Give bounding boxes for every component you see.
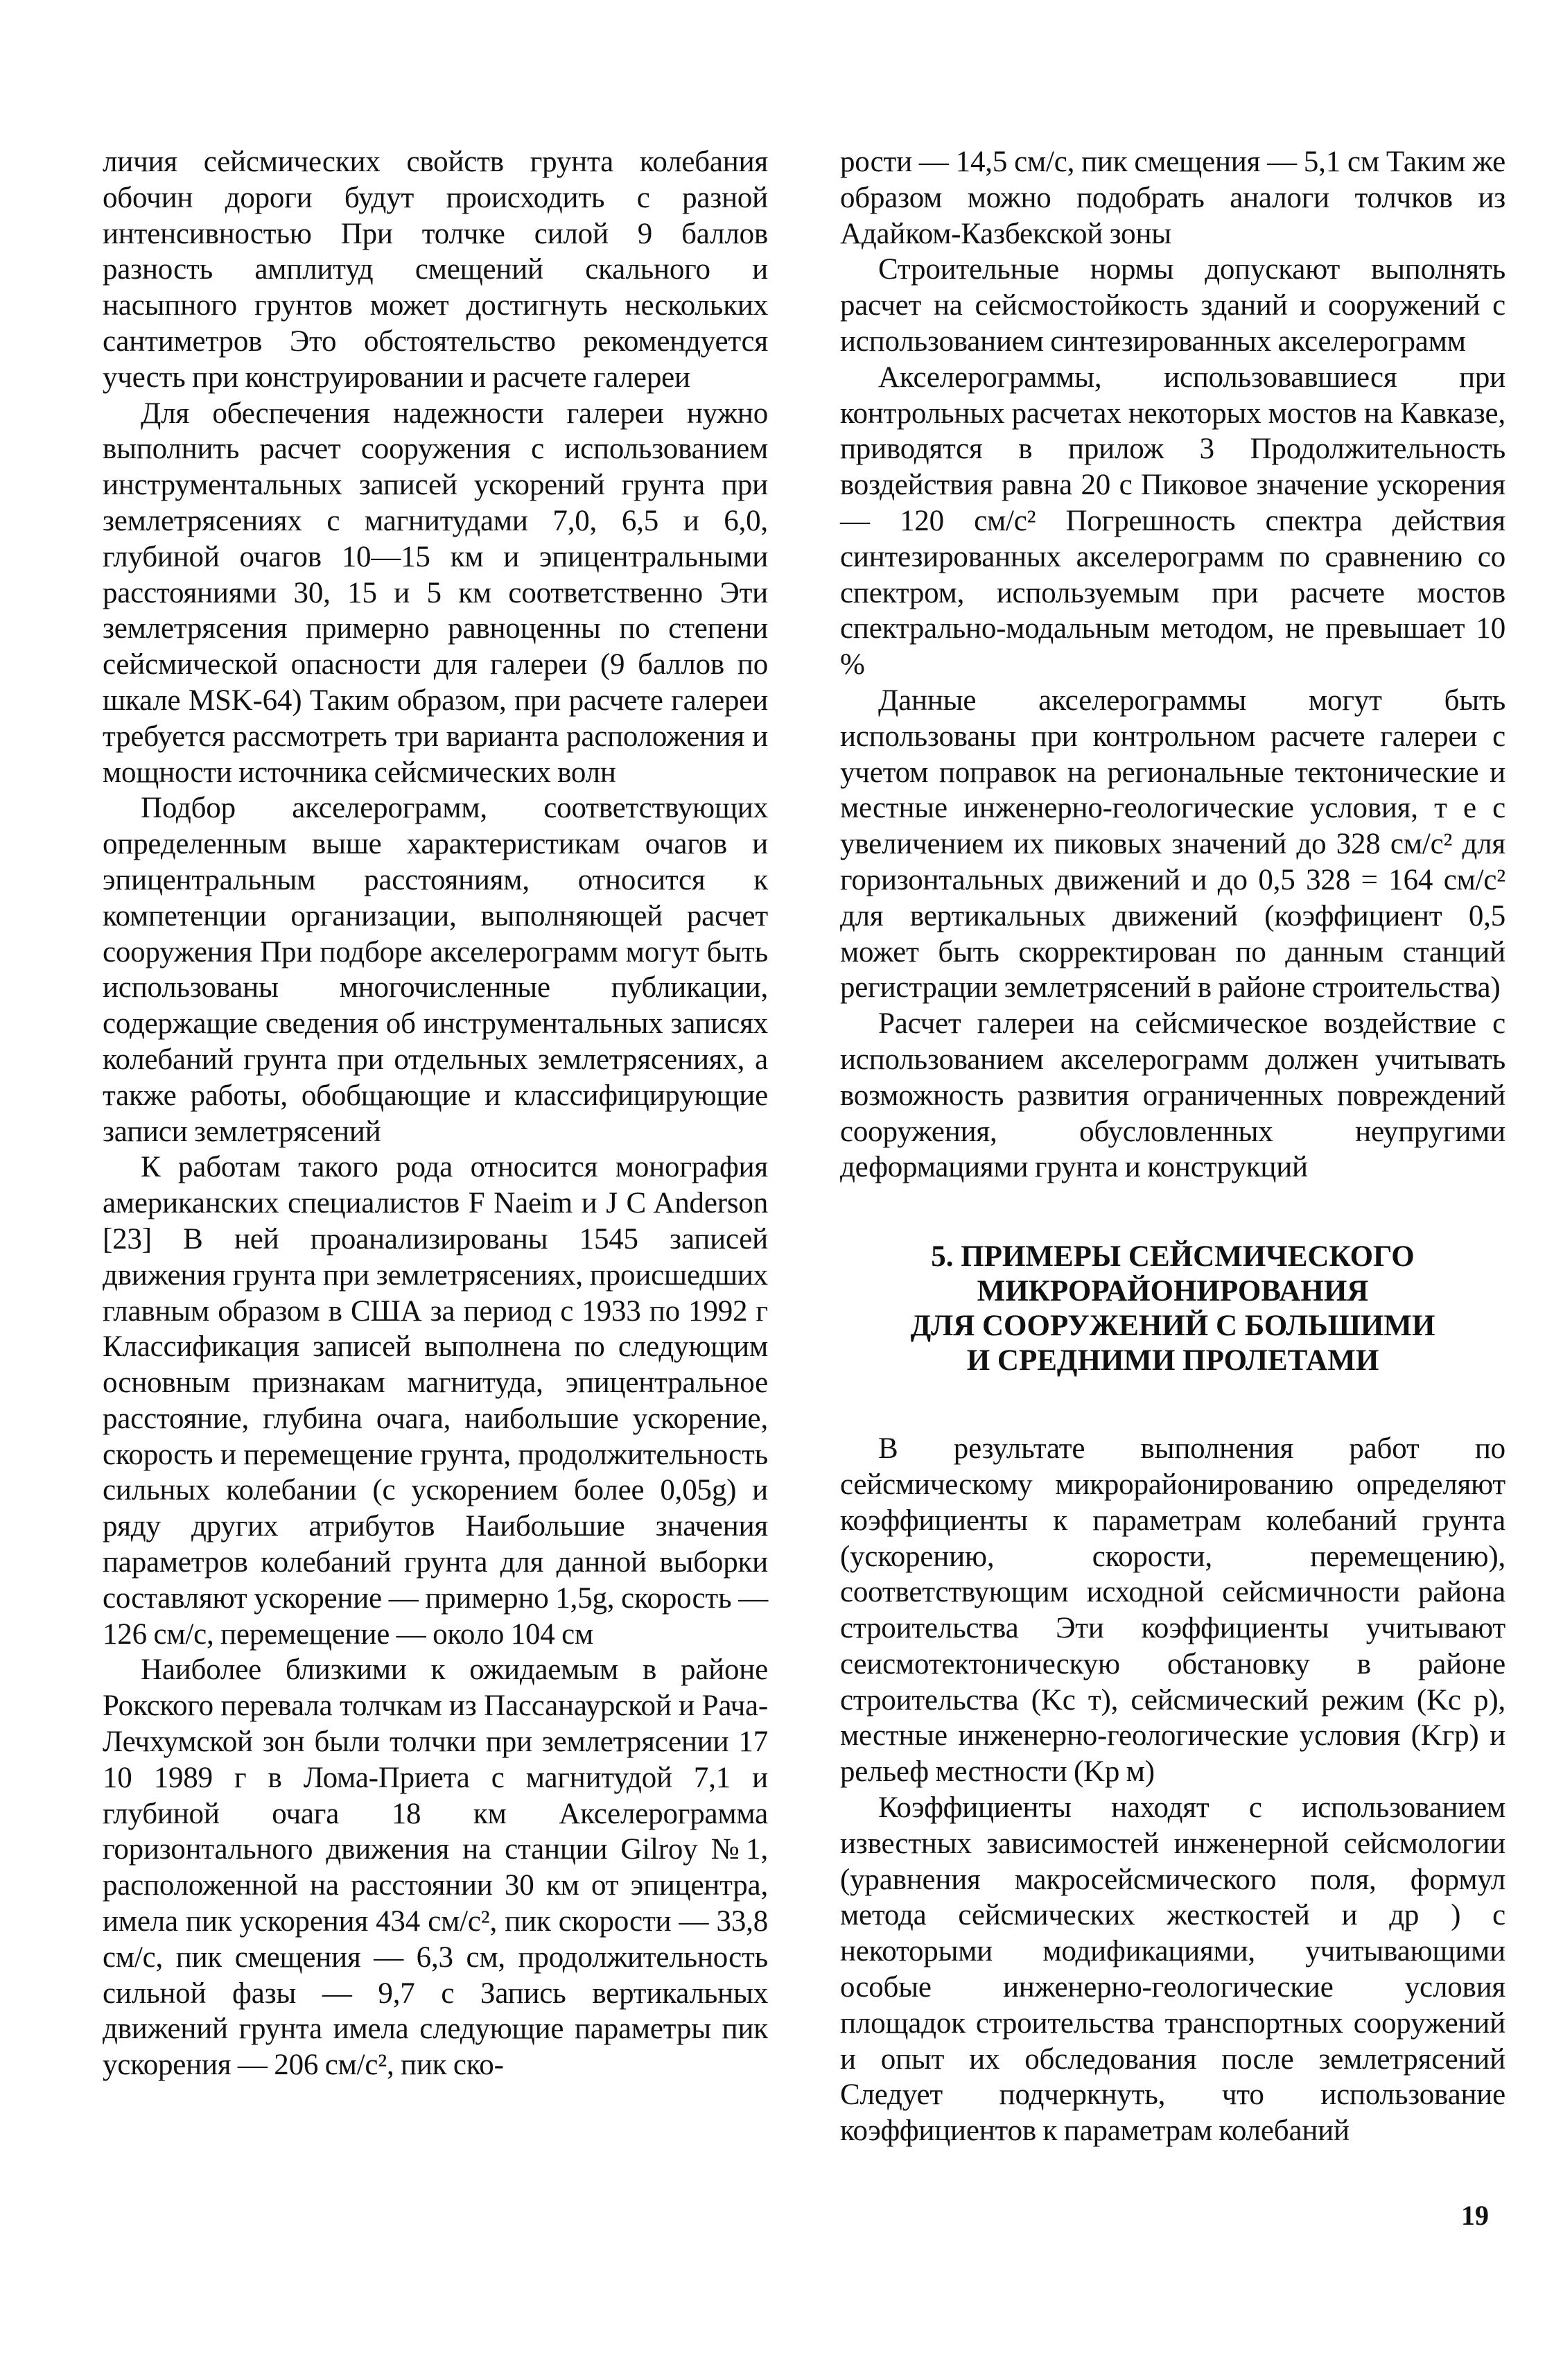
paragraph: личия сейсмических свойств грунта колебания обочин дороги будут происходить с разной интенсивностью При толчке силой 9 баллов разность амплитуд смещений скального и насыпного грунтов может достигнуть нескольких сантиметров Это обстоятельство рекомендуется учесть при конструировании и расчете галереи <box>103 146 768 394</box>
section-heading-line: И СРЕДНИМИ ПРОЛЕТАМИ <box>966 1344 1379 1378</box>
paragraph: Наиболее близкими к ожидаемым в районе Рокского перевала толчкам из Пассанаурской и Рача-Лечхумской зон были толчки при землетрясении 17 10 1989 г в Лома-Приета с магнитудой 7,1 и глубиной очага 18 км Акселерограмма горизонтального движения на станции Gilroy №1, расположенной на расстоянии 30 км от эпицентра, имела пик ускорения 434 см/с², пик скорости — 33,8 см/с, пик смещения — 6,3 см, продолжительность сильной фазы — 9,7 с Запись вертикальных движений грунта имела следующие параметры пик ускорения — 206 см/с², пик ско- <box>103 1653 768 2082</box>
section-heading-line: ДЛЯ СООРУЖЕНИЙ С БОЛЬШИМИ <box>910 1310 1435 1343</box>
section-heading-line: МИКРОРАЙОНИРОВАНИЯ <box>977 1275 1369 1308</box>
paragraph: Для обеспечения надежности галереи нужно выполнить расчет сооружения с использованием инструментальных записей ускорений грунта при землетрясениях с магнитудами 7,0, 6,5 и 6,0, глубиной очагов 10—15 км и эпицентральными расстояниями 30, 15 и 5 км соответственно Эти землетрясения примерно равноценны по степени сейсмической опасности для галереи (9 баллов по шкале MSK-64) Таким образом, при расчете галереи требуется рассмотреть три варианта расположения и мощности источника сейсмических волн <box>103 397 768 789</box>
paragraph: Коэффициенты находят с использованием известных зависимостей инженерной сейсмологии (уравнения макросейсмического поля, формул метода сейсмических жесткостей и др ) с некоторыми модификациями, учитывающими особые инженерно-геологические условия площадок строительства транспортных сооружений и опыт их обследования после землетрясений Следует подчеркнуть, что использование коэффициентов к параметрам колебаний <box>840 1791 1505 2148</box>
paragraph: Подбор акселерограмм, соответствующих определенным выше характеристикам очагов и эпицентральным расстояниям, относится к компетенции организации, выполняющей расчет сооружения При подборе акселерограмм могут быть использованы многочисленные публикации, содержащие сведения об инструментальных записях колебаний грунта при отдельных землетрясениях, а также работы, обобщающие и классифицирующие записи землетрясений <box>103 792 768 1148</box>
paragraph: Расчет галереи на сейсмическое воздействие с использованием акселерограмм должен учитывать возможность развития ограниченных повреждений сооружения, обусловленных неупругими деформациями грунта и конструкций <box>840 1007 1505 1184</box>
section-heading-line: 5. ПРИМЕРЫ СЕЙСМИЧЕСКОГО <box>931 1240 1415 1274</box>
paragraph: рости — 14,5 см/с, пик смещения — 5,1 см Таким же образом можно подобрать аналоги толчков из Адайком-Казбекской зоны <box>840 146 1505 250</box>
section-heading <box>840 1240 1505 1378</box>
paragraph: Акселерограммы, использовавшиеся при контрольных расчетах некоторых мостов на Кавказе, приводятся в прилож 3 Продолжительность воздействия равна 20 с Пиковое значение ускорения — 120 см/с² Погрешность спектра действия синтезированных акселерограмм по сравнению со спектром, используемым при расчете мостов спектрально-модальным методом, не превышает 10 % <box>840 361 1505 681</box>
paragraph: К работам такого рода относится монография американских специалистов F Naeim и J C Anderson [23] В ней проанализированы 1545 записей движения грунта при землетрясениях, происшедших главным образом в США за период с 1933 по 1992 г Классификация записей выполнена по следующим основным признакам магнитуда, эпицентральное расстояние, глубина очага, наибольшие ускорение, скорость и перемещение грунта, продолжительность сильных колебании (с ускорением более 0,05g) и ряду других атрибутов Наибольшие значения параметров колебаний грунта для данной выборки составляют ускорение — примерно 1,5g, скорость — 126 см/с, перемещение — около 104 см <box>103 1151 768 1651</box>
paragraph: Данные акселерограммы могут быть использованы при контрольном расчете галереи с учетом поправок на региональные тектонические и местные инженерно-геологические условия, т е с увеличением их пиковых значений до 328 см/с² для горизонтальных движений и до 0,5 328 = 164 см/с² для вертикальных движений (коэффициент 0,5 может быть скорректирован по данным станций регистрации землетрясений в районе строительства) <box>840 684 1505 1005</box>
paragraph: Строительные нормы допускают выполнять расчет на сейсмостойкость зданий и сооружений с использованием синтезированных акселерограмм <box>840 253 1505 358</box>
page-number: 19 <box>1461 2200 1489 2231</box>
right-column <box>840 144 1505 2149</box>
left-column <box>103 144 768 2083</box>
paragraph: В результате выполнения работ по сейсмическому микрорайонированию определяют коэффициенты к параметрам колебаний грунта (ускорению, скорости, перемещению), соответствующим исходной сейсмичности района строительства Эти коэффициенты учитывают сеисмотектоническую обстановку в районе строительства (Kс т), сейсмический режим (Kс р), местные инженерно-геологические условия (Kгр) и рельеф местности (Kр м) <box>840 1432 1505 1789</box>
